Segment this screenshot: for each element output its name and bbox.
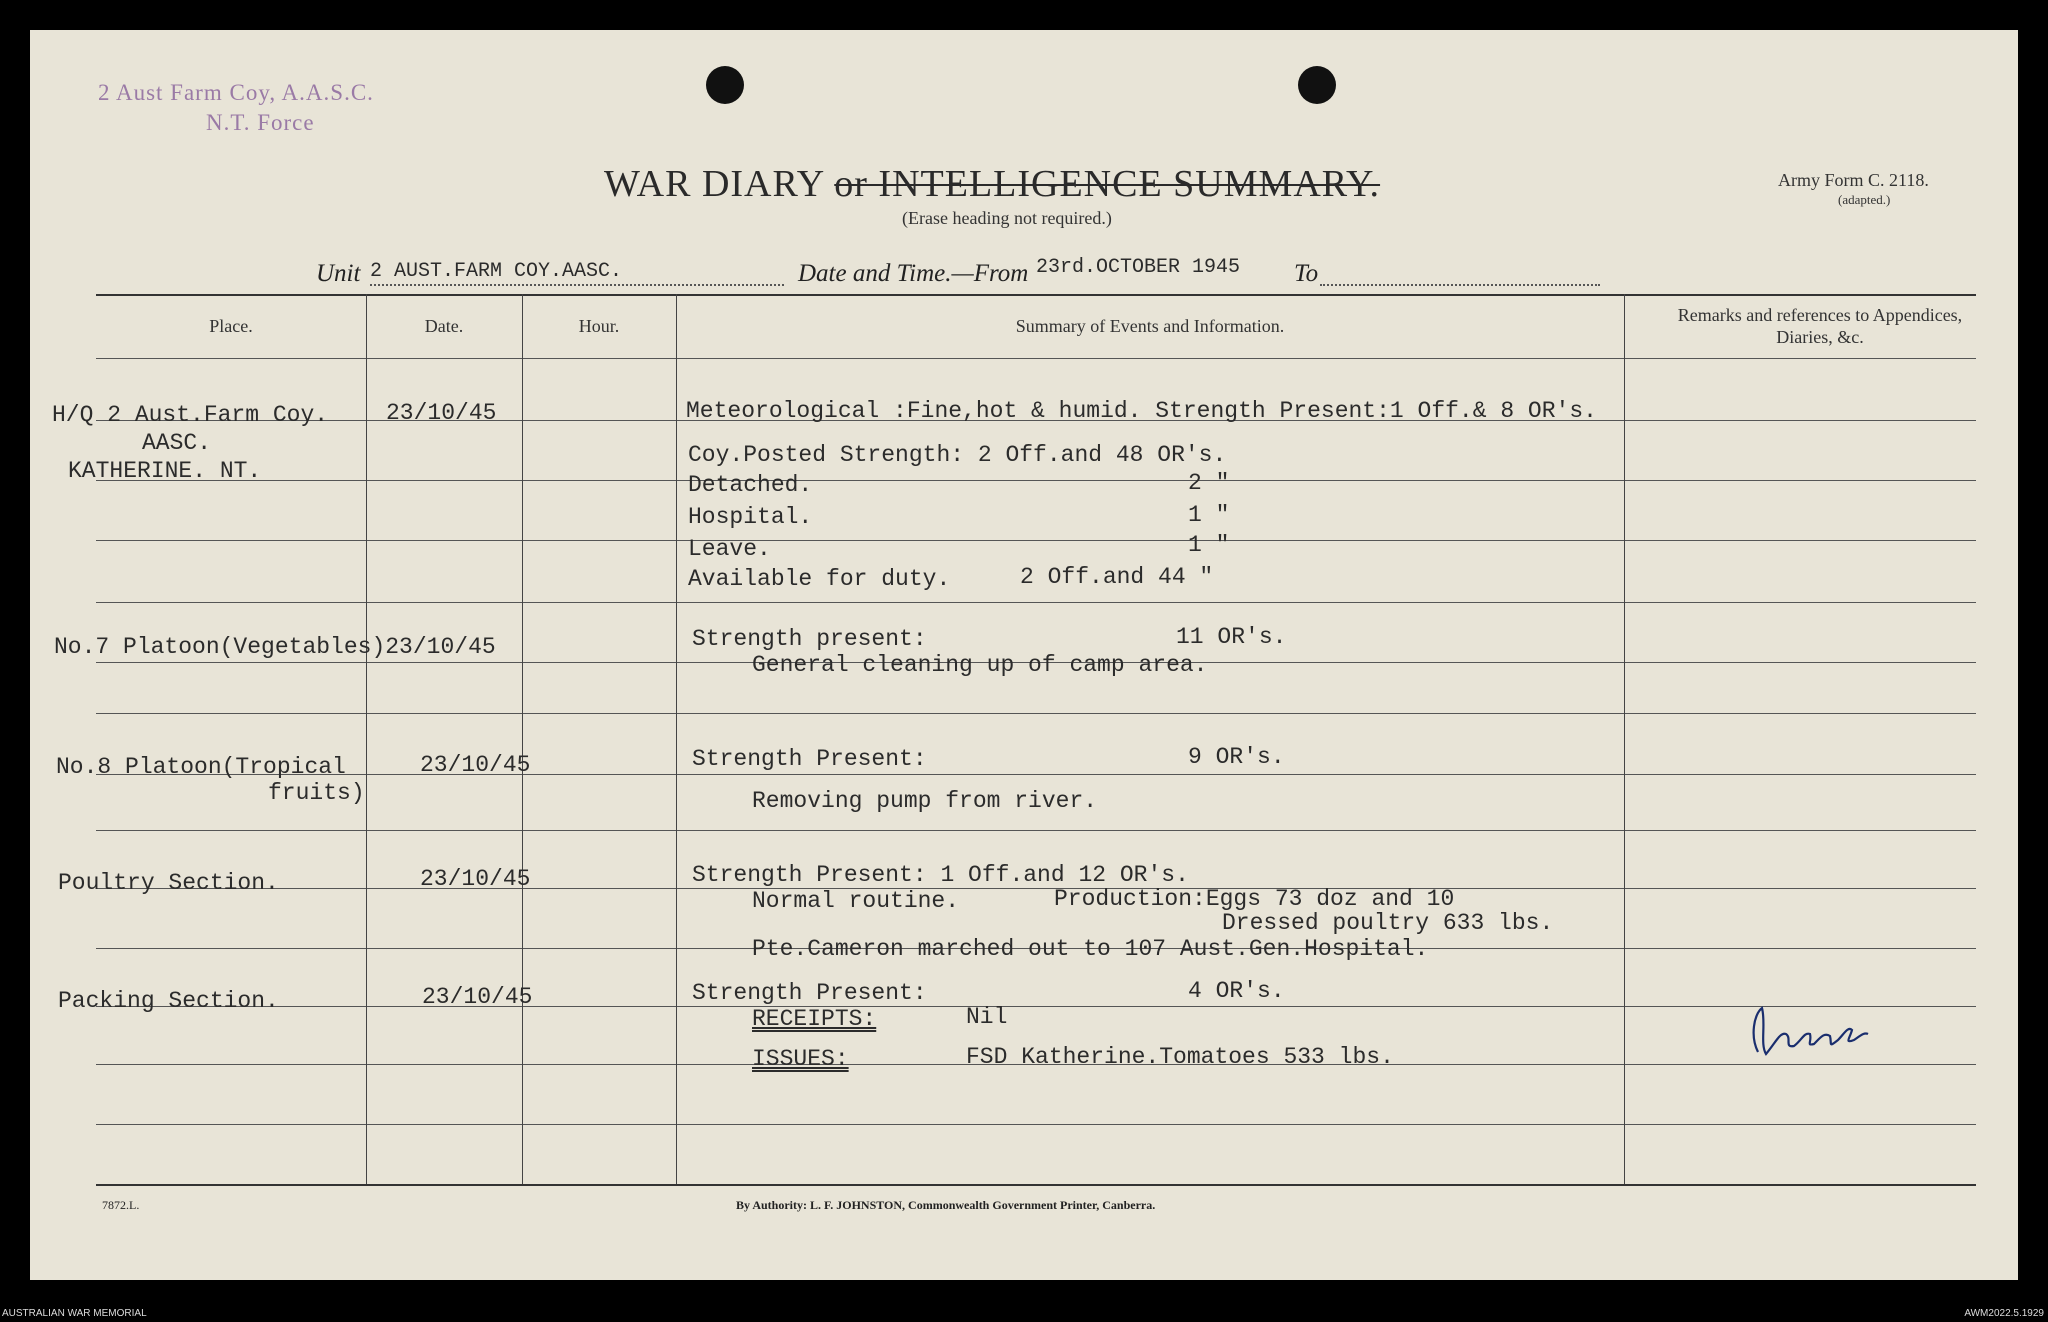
hq-place-line3: KATHERINE. NT.: [68, 458, 262, 484]
hq-detached-count: 2 ": [1188, 470, 1230, 496]
archive-caption-left: AUSTRALIAN WAR MEMORIAL: [2, 1308, 147, 1319]
poultry-strength: Strength Present: 1 Off.and 12 OR's.: [692, 862, 1189, 888]
hq-place-line1: H/Q 2 Aust.Farm Coy.: [52, 402, 329, 428]
table-bottom-border: [96, 1184, 1976, 1186]
diary-sheet: [30, 30, 2018, 1280]
p7-place-and-date: No.7 Platoon(Vegetables)23/10/45: [54, 634, 496, 660]
packing-strength-count: 4 OR's.: [1188, 978, 1285, 1004]
poultry-note: Pte.Cameron marched out to 107 Aust.Gen.Hospital.: [752, 936, 1429, 962]
title-struck: or INTELLIGENCE SUMMARY.: [834, 163, 1381, 205]
p8-date: 23/10/45: [420, 752, 531, 778]
col-divider-summary: [1624, 294, 1625, 1184]
p8-strength-count: 9 OR's.: [1188, 744, 1285, 770]
page-title: [604, 162, 1380, 206]
p8-place-line2: fruits): [268, 780, 365, 806]
p8-note: Removing pump from river.: [752, 788, 1098, 814]
packing-date: 23/10/45: [422, 984, 533, 1010]
col-header-remarks: Remarks and references to Appendices, Diaries, &c.: [1677, 305, 1963, 347]
hq-place-line2: AASC.: [142, 430, 212, 456]
poultry-routine: Normal routine.: [752, 888, 960, 914]
p8-strength-label: Strength Present:: [692, 746, 927, 772]
hq-detached-label: Detached.: [688, 472, 813, 498]
signature-icon: [1740, 996, 1890, 1076]
packing-issues-value: FSD Katherine.Tomatoes 533 lbs.: [966, 1044, 1394, 1070]
packing-receipts-value: Nil: [966, 1004, 1008, 1030]
p7-strength-label: Strength present:: [692, 626, 927, 652]
hq-posted-strength: Coy.Posted Strength: 2 Off.and 48 OR's.: [688, 442, 1227, 468]
unit-dotted-line: [370, 284, 784, 286]
col-divider-date: [522, 294, 523, 1184]
punch-hole-left: [706, 66, 744, 104]
date-time-label: Date and Time.—From: [798, 260, 1029, 287]
hq-date: 23/10/45: [386, 400, 497, 426]
form-adapted: (adapted.): [1838, 192, 1891, 207]
form-number: Army Form C. 2118.: [1778, 170, 1929, 190]
col-header-hour: Hour.: [578, 316, 620, 336]
packing-place: Packing Section.: [58, 988, 279, 1014]
col-header-place: Place.: [209, 316, 253, 336]
hq-available-count: 2 Off.and 44 ": [1020, 564, 1214, 590]
punch-hole-right: [1298, 66, 1336, 104]
col-header-date: Date.: [424, 316, 464, 336]
poultry-place: Poultry Section.: [58, 870, 279, 896]
packing-strength-label: Strength Present:: [692, 980, 927, 1006]
packing-issues-label: ISSUES:: [752, 1046, 849, 1072]
p7-note: General cleaning up of camp area.: [752, 652, 1208, 678]
to-label: To: [1294, 260, 1319, 287]
to-dotted-line: [1320, 284, 1600, 286]
hq-available-label: Available for duty.: [688, 566, 951, 592]
hq-hospital-count: 1 ": [1188, 502, 1230, 528]
p8-place-line1: No.8 Platoon(Tropical: [56, 754, 346, 780]
packing-receipts-label: RECEIPTS:: [752, 1006, 877, 1032]
col-header-summary: Summary of Events and Information.: [1015, 316, 1285, 336]
col-divider-hour: [676, 294, 677, 1184]
hq-leave-count: 1 ": [1188, 532, 1230, 558]
archive-caption-right: AWM2022.5.1929: [1964, 1308, 2044, 1319]
hq-hospital-label: Hospital.: [688, 504, 813, 530]
col-divider-place: [366, 294, 367, 1184]
p7-strength-count: 11 OR's.: [1176, 624, 1287, 650]
unit-label: Unit: [316, 260, 361, 287]
hq-leave-label: Leave.: [688, 536, 771, 562]
unit-stamp-line1: 2 Aust Farm Coy, A.A.S.C.: [98, 80, 374, 105]
poultry-production: Production:Eggs 73 doz and 10: [1054, 886, 1455, 912]
unit-stamp-line2: N.T. Force: [206, 110, 315, 135]
unit-value: 2 AUST.FARM COY.AASC.: [370, 260, 623, 283]
hq-meteorological: Meteorological :Fine,hot & humid. Strength Present:1 Off.& 8 OR's.: [686, 398, 1597, 424]
erase-note: (Erase heading not required.): [902, 208, 1112, 228]
form-code: 7872.L.: [102, 1198, 140, 1212]
date-time-value: 23rd.OCTOBER 1945: [1036, 256, 1241, 279]
table-top-border: [96, 294, 1976, 296]
header-bottom-line: [96, 358, 1976, 359]
poultry-dressed: Dressed poultry 633 lbs.: [1222, 910, 1554, 936]
poultry-date: 23/10/45: [420, 866, 531, 892]
title-main: WAR DIARY: [604, 163, 824, 205]
printer-authority: By Authority: L. F. JOHNSTON, Commonwealth Government Printer, Canberra.: [736, 1198, 1156, 1212]
